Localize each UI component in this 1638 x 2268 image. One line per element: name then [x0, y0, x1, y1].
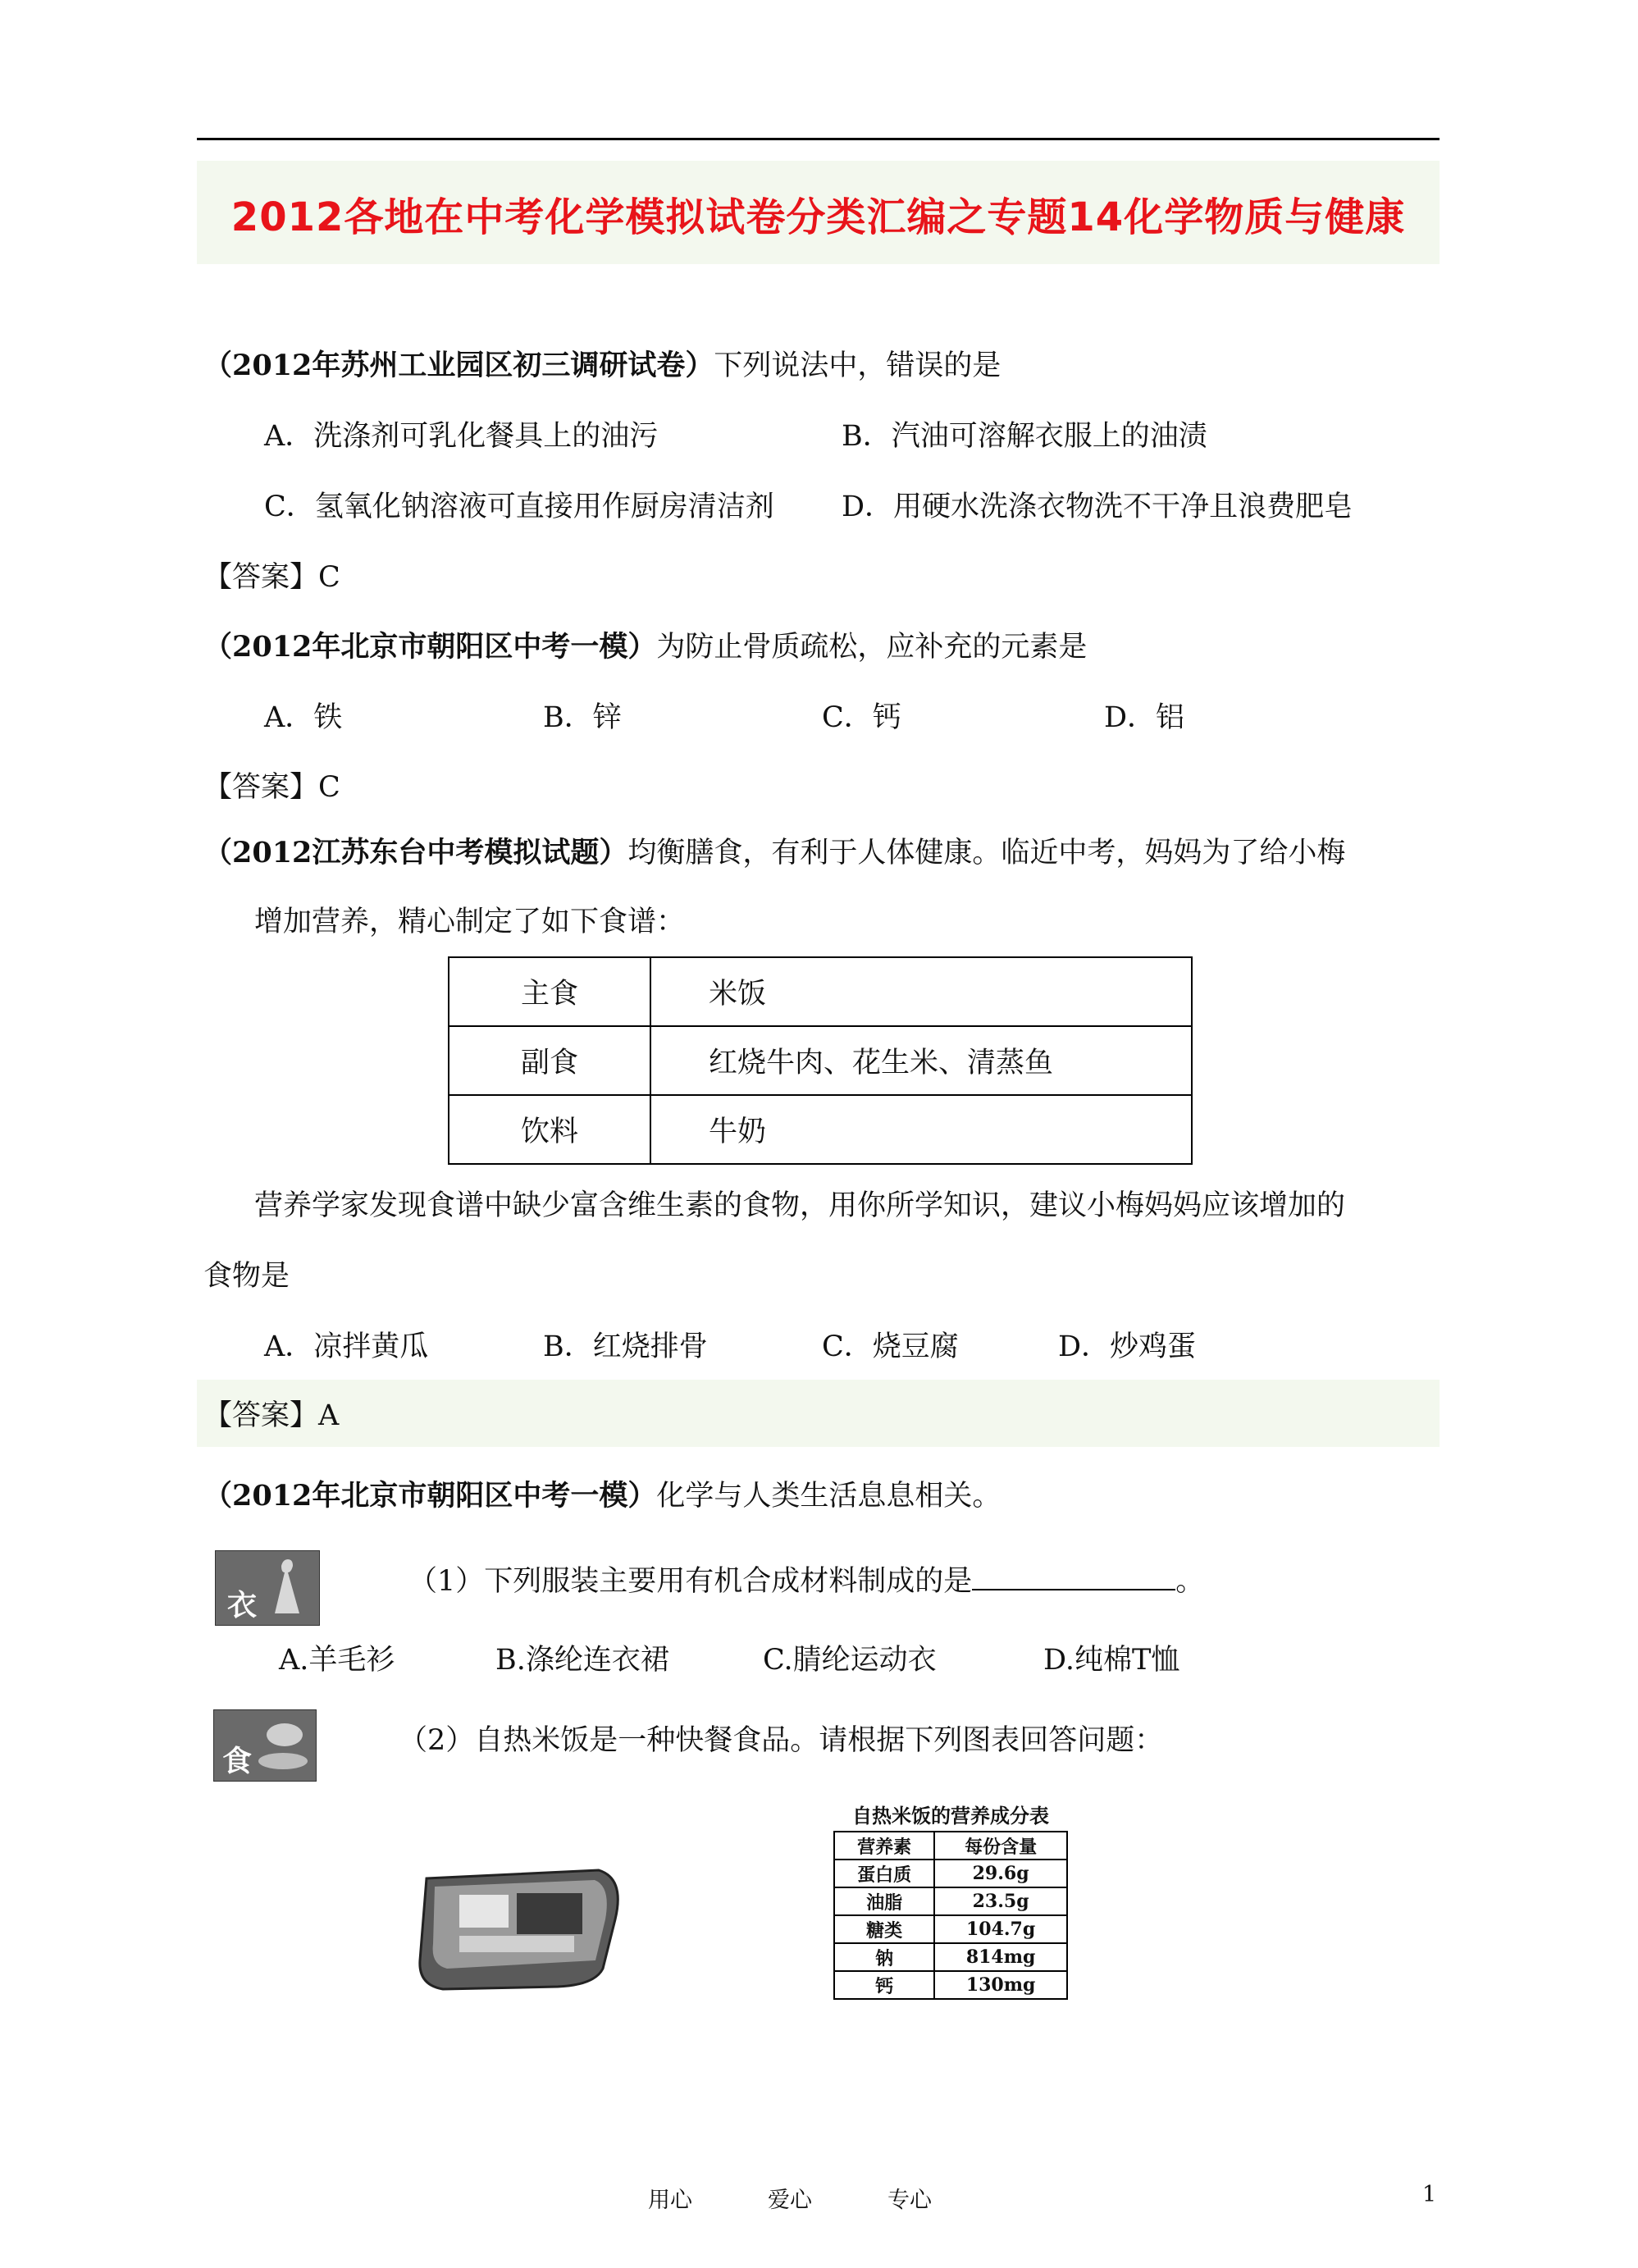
nutrient-value: 814mg — [934, 1943, 1067, 1971]
table-row — [834, 1887, 1067, 1915]
page-number: 1 — [1422, 2182, 1437, 2207]
q3-source: （2012江苏东台中考模拟试题） — [203, 836, 628, 869]
nutrient-name: 糖类 — [834, 1915, 934, 1943]
nutrient-name: 钙 — [834, 1971, 934, 1999]
q3-follow-1: 营养学家发现食谱中缺少富含维生素的食物，用你所学知识，建议小梅妈妈应该增加的 — [254, 1189, 1346, 1222]
nutrient-value: 29.6g — [934, 1860, 1067, 1887]
clothing-picture — [215, 1550, 320, 1626]
q3-option-c: C．烧豆腐 — [822, 1330, 959, 1363]
footer-text-3: 专心 — [887, 2188, 932, 2213]
q1-answer: 【答案】C — [203, 561, 340, 594]
q1-option-b: B．汽油可溶解衣服上的油渍 — [842, 420, 1207, 453]
table-row — [449, 1095, 1192, 1164]
q1-stem: 下列说法中，错误的是 — [714, 349, 1002, 382]
food-picture — [213, 1709, 317, 1782]
q4-sub2: （2）自热米饭是一种快餐食品。请根据下列图表回答问题： — [399, 1724, 1164, 1757]
table-row — [449, 957, 1192, 1026]
answer-blank[interactable] — [972, 1564, 1175, 1590]
q3-follow-2: 食物是 — [203, 1260, 290, 1293]
q2-option-a: A．铁 — [264, 701, 343, 734]
menu-value: 牛奶 — [650, 1095, 1192, 1164]
nutrient-value: 23.5g — [934, 1887, 1067, 1915]
table-row — [834, 1971, 1067, 1999]
self-heating-rice-package-image — [410, 1846, 632, 2010]
menu-key: 主食 — [449, 957, 650, 1026]
q2-stem-line — [203, 629, 1087, 665]
table-row — [834, 1860, 1067, 1887]
nutrition-table-title: 自热米饭的营养成分表 — [852, 1804, 1049, 1828]
q4-stem: 化学与人类生活息息相关。 — [656, 1480, 1002, 1513]
q1-option-d: D．用硬水洗涤衣物洗不干净且浪费肥皂 — [842, 491, 1353, 523]
q3-stem: 均衡膳食，有利于人体健康。临近中考，妈妈为了给小梅 — [627, 837, 1346, 869]
table-row — [449, 1026, 1192, 1095]
q1-stem-line — [203, 348, 1001, 384]
q4-source: （2012年北京市朝阳区中考一模） — [203, 1479, 657, 1513]
q1-source: （2012年苏州工业园区初三调研试卷） — [203, 349, 714, 382]
food-icon-char: 食 — [222, 1744, 253, 1778]
q4-sub1-option-d: D.纯棉T恤 — [1043, 1644, 1180, 1677]
q1-option-a: A．洗涤剂可乳化餐具上的油污 — [264, 420, 659, 453]
nutrient-name: 油脂 — [834, 1887, 934, 1915]
q3-stem-2: 增加营养，精心制定了如下食谱： — [254, 906, 686, 938]
answer-band — [197, 1380, 1440, 1447]
table-row — [834, 1943, 1067, 1971]
q4-stem-line — [203, 1478, 1001, 1514]
dress-icon — [216, 1551, 319, 1625]
nutrition-header-nutrient: 营养素 — [834, 1832, 934, 1860]
nutrient-value: 130mg — [934, 1971, 1067, 1999]
q3-option-d: D．炒鸡蛋 — [1058, 1330, 1197, 1363]
footer-text-2: 爱心 — [768, 2188, 812, 2213]
header-rule — [197, 138, 1440, 140]
q2-option-c: C．钙 — [822, 701, 901, 734]
q4-sub1-option-a: A.羊毛衫 — [279, 1644, 395, 1677]
q4-sub1-option-b: B.涤纶连衣裙 — [495, 1644, 669, 1677]
q2-option-b: B．锌 — [543, 701, 622, 734]
q4-sub1-line — [408, 1563, 1204, 1599]
clothing-icon-char: 衣 — [227, 1588, 258, 1622]
q3-stem-line — [203, 835, 1345, 871]
menu-table — [448, 956, 1193, 1165]
q4-sub1-option-c: C.腈纶运动衣 — [763, 1644, 937, 1677]
q3-answer: 【答案】A — [203, 1399, 340, 1432]
bowl-icon — [214, 1710, 316, 1781]
nutrition-table — [833, 1831, 1068, 2000]
menu-key: 饮料 — [449, 1095, 650, 1164]
menu-key: 副食 — [449, 1026, 650, 1095]
q2-answer: 【答案】C — [203, 771, 340, 804]
q4-sub1: （1）下列服装主要用有机合成材料制成的是 — [408, 1565, 973, 1598]
q2-source: （2012年北京市朝阳区中考一模） — [203, 630, 657, 664]
table-row — [834, 1832, 1067, 1860]
nutrient-value: 104.7g — [934, 1915, 1067, 1943]
nutrient-name: 蛋白质 — [834, 1860, 934, 1887]
q4-sub1-end: 。 — [1175, 1565, 1205, 1598]
menu-value: 红烧牛肉、花生米、清蒸鱼 — [650, 1026, 1192, 1095]
footer-text-1: 用心 — [648, 2188, 692, 2213]
table-row — [834, 1915, 1067, 1943]
page-title: 2012各地在中考化学模拟试卷分类汇编之专题14化学物质与健康 — [230, 194, 1406, 240]
menu-value: 米饭 — [650, 957, 1192, 1026]
q3-option-a: A．凉拌黄瓜 — [264, 1330, 429, 1363]
q2-option-d: D．铝 — [1104, 701, 1185, 734]
q2-stem: 为防止骨质疏松，应补充的元素是 — [656, 631, 1088, 664]
q3-option-b: B．红烧排骨 — [543, 1330, 708, 1363]
nutrient-name: 钠 — [834, 1943, 934, 1971]
nutrition-header-amount: 每份含量 — [934, 1832, 1067, 1860]
q1-option-c: C．氢氧化钠溶液可直接用作厨房清洁剂 — [264, 491, 774, 523]
